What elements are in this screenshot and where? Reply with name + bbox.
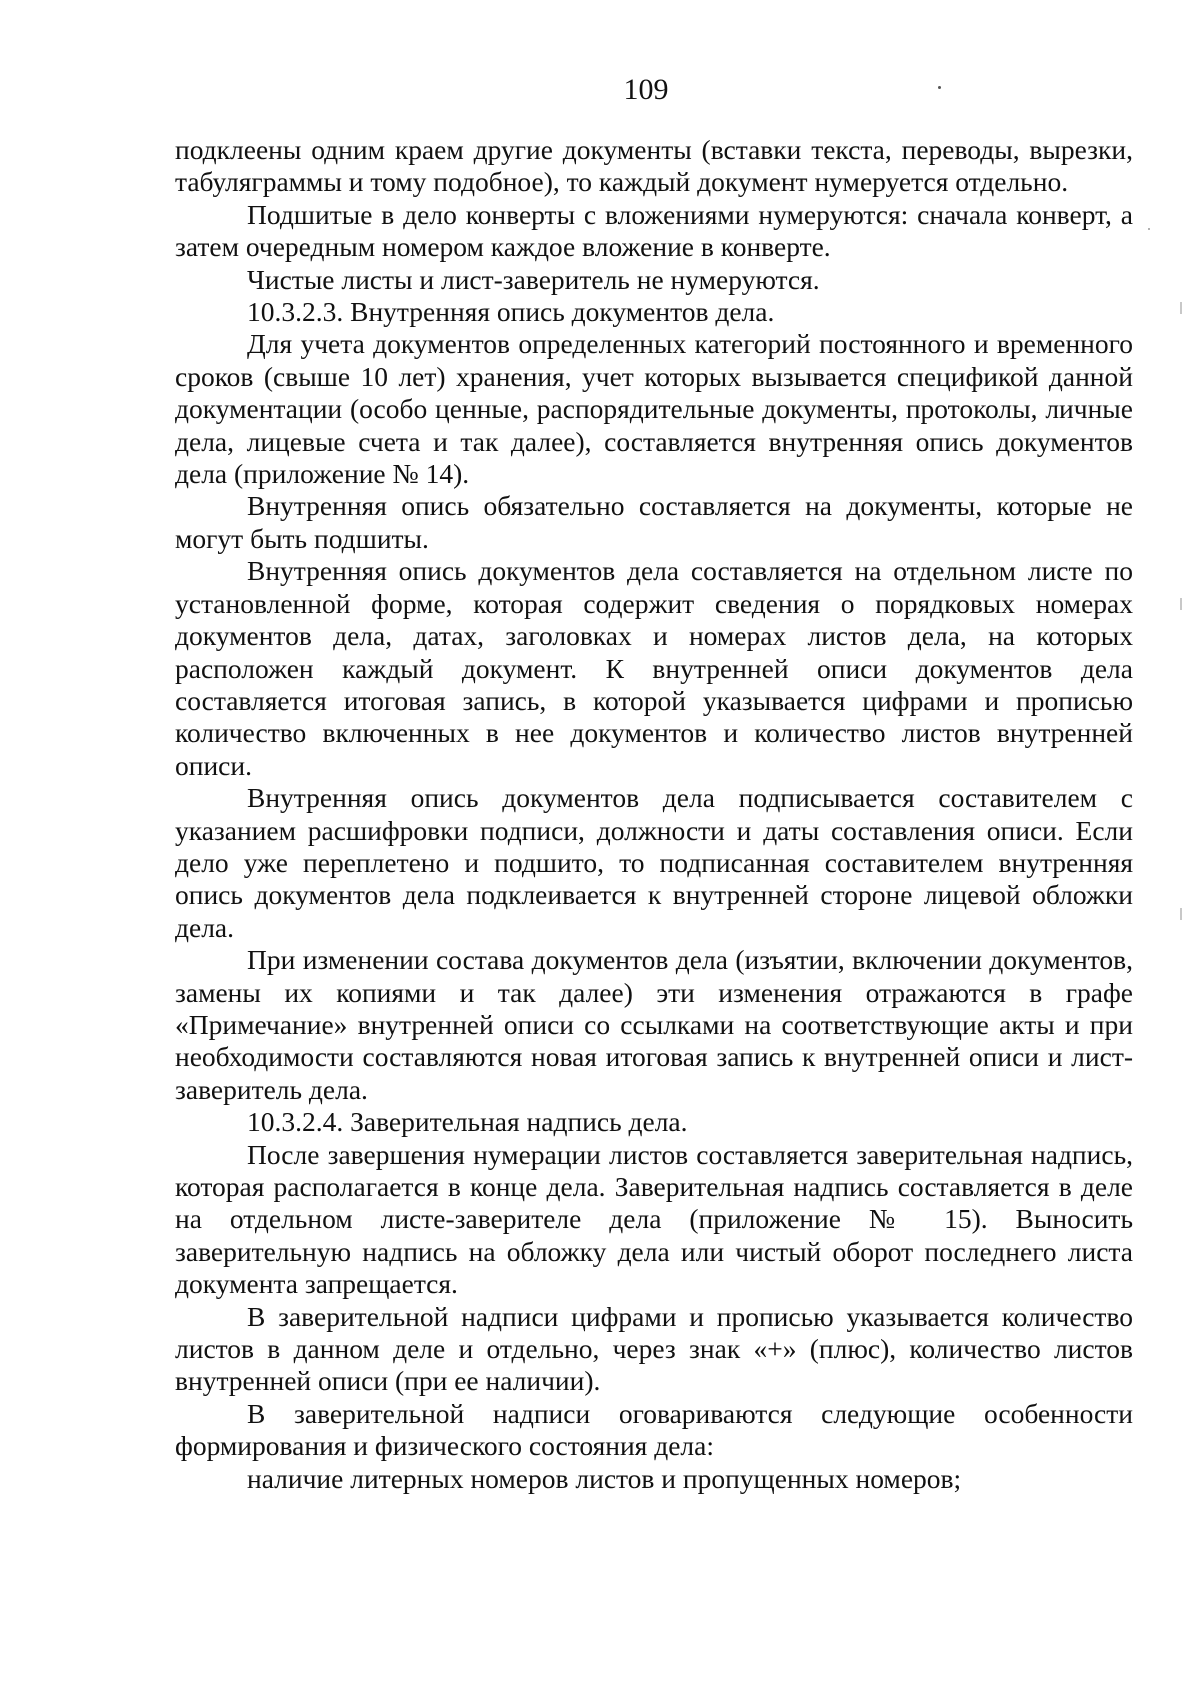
list-item: наличие литерных номеров листов и пропущенных номеров;: [247, 1462, 962, 1494]
paragraph: После завершения нумерации листов составляется заверительная надпись, которая располагается в конце дела. Заверительная надпись составляется в деле на отдельном листе-заверителе дела (приложение № 15). Выносить заверительную надпись на обложку дела или чистый оборот последнего листа документа запрещается.: [175, 1138, 1133, 1300]
page-number: [0, 70, 1200, 110]
paragraph: Чистые листы и лист-заверитель не нумеруются.: [247, 263, 820, 295]
scan-speck: [1148, 228, 1150, 230]
scan-mark: [1180, 598, 1182, 610]
section-heading: 10.3.2.4. Заверительная надпись дела.: [247, 1106, 688, 1138]
scan-speck: [938, 86, 941, 89]
paragraph: Для учета документов определенных категорий постоянного и временного сроков (свыше 10 лет) хранения, учет которых вызывается спецификой данной документации (особо ценные, распорядительные документы, протоколы, личные дела, лицевые счета и так далее), составляется внутренняя опись документов дела (приложение № 14).: [175, 328, 1133, 490]
paragraph: Внутренняя опись документов дела подписывается составителем с указанием расшифровки подписи, должности и даты составления описи. Если дело уже переплетено и подшито, то подписанная составителем внутренняя опись документов дела подклеивается к внутренней стороне лицевой обложки дела.: [175, 782, 1133, 943]
scan-mark: [1180, 908, 1182, 920]
paragraph: В заверительной надписи цифрами и прописью указывается количество листов в данном деле и отдельно, через знак «+» (плюс), количество листов внутренней описи (при ее наличии).: [175, 1300, 1133, 1397]
document-body: [175, 134, 1133, 1495]
paragraph: Внутренняя опись документов дела составляется на отдельном листе по установленной форме, которая содержит сведения о порядковых номерах документов дела, датах, заголовках и номерах листов дела, на которых расположен каждый документ. К внутренней описи документов дела составляется итоговая запись, в которой указывается цифрами и прописью количество включенных в нее документов и количество листов внутренней описи.: [175, 555, 1133, 781]
paragraph: подклеены одним краем другие документы (вставки текста, переводы, вырезки, табуляграммы и тому подобное), то каждый документ нумеруется отдельно.: [175, 134, 1133, 198]
page-number-text: 109: [623, 73, 669, 106]
paragraph: Внутренняя опись обязательно составляется на документы, которые не могут быть подшиты.: [175, 490, 1133, 554]
paragraph: При изменении состава документов дела (изъятии, включении документов, замены их копиями и так далее) эти изменения отражаются в графе «Примечание» внутренней описи со ссылками на соответствующие акты и при необходимости составляются новая итоговая запись к внутренней описи и лист-заверитель дела.: [175, 944, 1133, 1105]
paragraph: Подшитые в дело конверты с вложениями нумеруются: сначала конверт, а затем очередным номером каждое вложение в конверте.: [175, 198, 1133, 263]
scan-mark: [1180, 302, 1182, 314]
paragraph: В заверительной надписи оговариваются следующие особенности формирования и физического состояния дела:: [175, 1397, 1133, 1462]
section-heading: 10.3.2.3. Внутренняя опись документов дела.: [247, 296, 775, 328]
